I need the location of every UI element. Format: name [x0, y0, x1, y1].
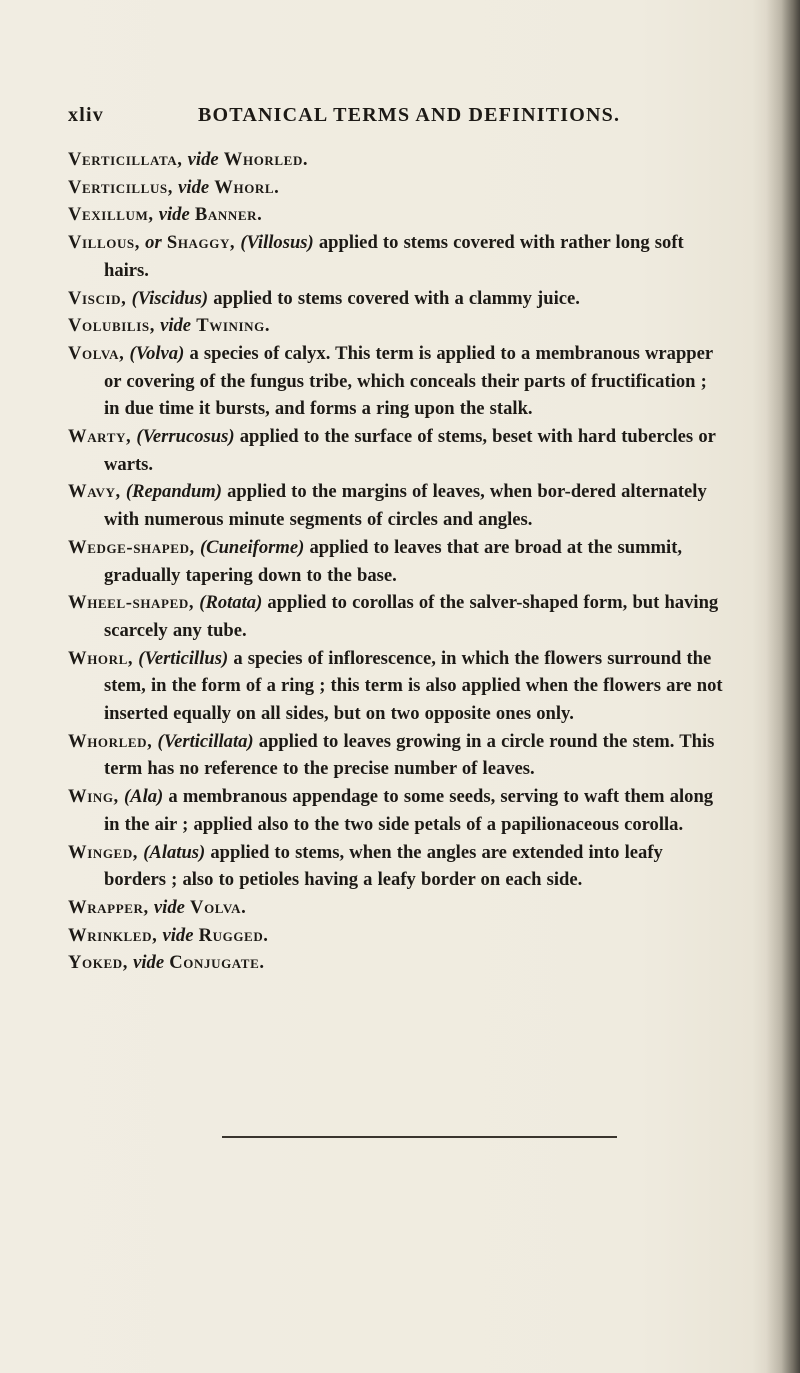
entry-note: vide: [162, 924, 194, 946]
glossary-entry: [68, 229, 724, 284]
entry-reference: Whorled.: [223, 149, 309, 170]
entry-term: Vexillum,: [68, 204, 154, 226]
entry-term: Wrinkled,: [68, 924, 158, 946]
entry-reference: Whorl.: [214, 176, 280, 198]
entry-term: Volva,: [68, 342, 125, 364]
entry-definition: applied to stems covered with a clammy juice.: [213, 287, 580, 309]
entry-term: Wrapper,: [68, 896, 149, 918]
glossary-entry: [68, 728, 724, 783]
entry-note: vide: [158, 204, 190, 226]
entry-term: Wheel-shaped,: [68, 592, 195, 614]
glossary-entry: [68, 340, 724, 423]
running-head: [68, 104, 688, 128]
glossary-entry: [68, 949, 724, 977]
entry-term: Winged,: [68, 841, 139, 863]
entry-reference: Banner.: [194, 204, 263, 226]
entry-note: vide: [153, 896, 185, 918]
entry-latin: (Verticillus): [138, 647, 229, 669]
entry-term: Whorled,: [68, 730, 153, 752]
entry-term: Yoked,: [68, 952, 128, 974]
page-gutter-shadow: [766, 0, 800, 1373]
glossary-entry: [68, 894, 724, 922]
glossary-entry: [68, 783, 724, 838]
entry-term: Wedge-shaped,: [68, 536, 195, 558]
entry-term: Viscid,: [68, 287, 127, 309]
entry-latin: (Verticillata): [157, 730, 254, 752]
glossary-entry: [68, 174, 724, 202]
entry-reference: Twining.: [196, 315, 271, 337]
closing-rule: [222, 1136, 617, 1138]
entry-latin: (Alatus): [143, 841, 206, 863]
entry-definition: a membranous appendage to some seeds, serving to waft them along in the air ; applied also to the two side petals of a papilionaceous corolla.: [104, 786, 714, 835]
entry-term: Wing,: [68, 786, 119, 808]
entry-note: vide: [160, 315, 192, 337]
entry-definition: applied to leaves that are broad at the summit, gradually tapering down to the base.: [104, 536, 683, 586]
entry-definition: applied to the margins of leaves, when bor-dered alternately with numerous minute segments of circles and angles.: [104, 481, 707, 531]
glossary-entry: [68, 146, 724, 174]
entry-term: Villous,: [68, 232, 141, 254]
entry-reference: Conjugate.: [169, 952, 265, 974]
entry-note: vide: [133, 952, 165, 974]
entry-latin: (Repandum): [125, 481, 222, 503]
entry-definition: applied to stems, when the angles are extended into leafy borders ; also to petioles having a leafy border on each side.: [104, 841, 663, 891]
entry-term: Wavy,: [68, 481, 121, 503]
entry-latin: (Ala): [123, 786, 164, 808]
glossary-entry: [68, 423, 724, 478]
glossary-entry: [68, 312, 724, 340]
entry-definition: applied to stems covered with rather long soft hairs.: [104, 232, 684, 281]
entry-note: vide: [178, 176, 210, 198]
entry-definition: applied to leaves growing in a circle round the stem. This term has no reference to the precise number of leaves.: [104, 730, 715, 780]
page-number: xliv: [68, 104, 104, 126]
entry-term: Volubilis,: [68, 315, 155, 337]
entry-latin: (Rotata): [199, 592, 263, 614]
glossary-entry: [68, 922, 724, 950]
entry-reference: Shaggy,: [166, 232, 236, 254]
entry-term: Whorl,: [68, 647, 134, 669]
glossary-entry: [68, 839, 724, 894]
entry-term: Warty,: [68, 426, 132, 448]
glossary-entry: [68, 645, 724, 728]
entry-reference: Rugged.: [198, 924, 269, 946]
entry-latin: (Villosus): [240, 232, 314, 254]
entry-latin: (Verrucosus): [136, 426, 235, 448]
glossary-entry: [68, 534, 724, 589]
entry-definition: a species of inflorescence, in which the flowers surround the stem, in the form of a ring ; this term is also applied when the flowers are not inserted equally on all sides, but on two opposite ones only.: [104, 647, 723, 725]
entry-term: Verticillus,: [68, 176, 174, 198]
entry-latin: (Cuneiforme): [199, 536, 305, 558]
entry-latin: (Viscidus): [131, 287, 209, 309]
glossary-entry: [68, 478, 724, 533]
glossary-entry: [68, 201, 724, 229]
entry-reference: Volva.: [190, 896, 247, 918]
entry-term: Verticillata,: [68, 149, 183, 170]
entry-note: vide: [187, 149, 219, 170]
glossary-entry: [68, 285, 724, 313]
glossary-entries: [68, 146, 724, 977]
entry-definition: applied to the surface of stems, beset with hard tubercles or warts.: [104, 426, 716, 475]
entry-latin: (Volva): [129, 342, 185, 364]
entry-note: or: [145, 232, 162, 254]
running-title: BOTANICAL TERMS AND DEFINITIONS.: [198, 104, 621, 126]
glossary-entry: [68, 589, 724, 644]
entry-definition: applied to corollas of the salver-shaped form, but having scarcely any tube.: [104, 592, 719, 641]
entry-definition: a species of calyx. This term is applied to a membranous wrapper or covering of the fungus tribe, which conceals their parts of fructification ; in due time it bursts, and forms a ring upon the stalk.: [104, 342, 713, 420]
